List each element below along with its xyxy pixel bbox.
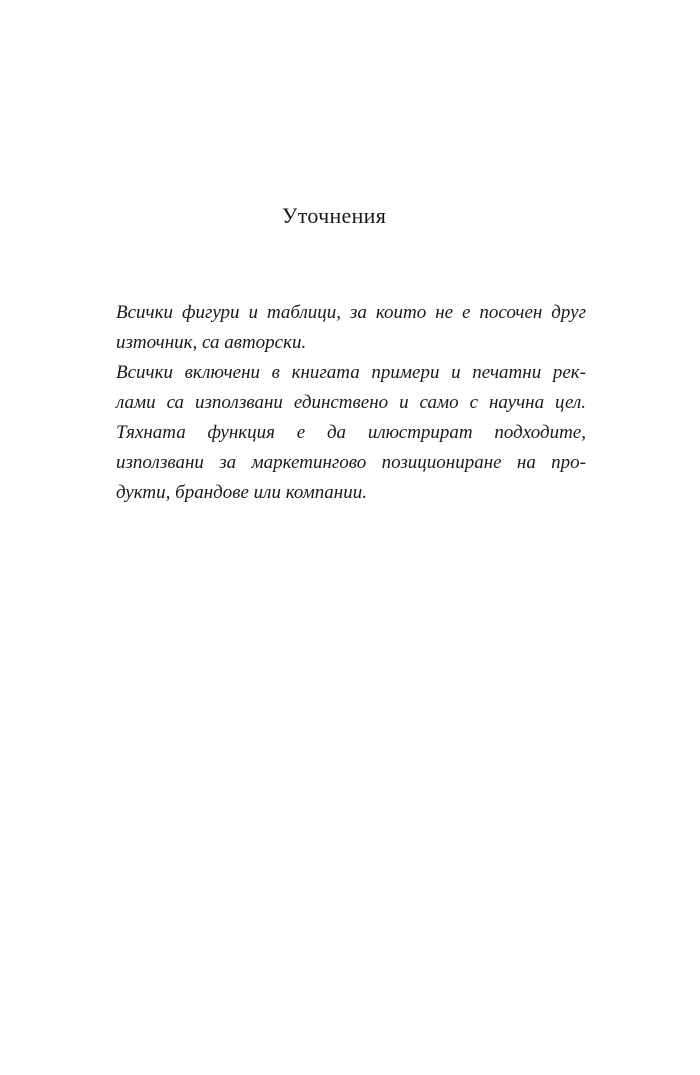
page-heading: Уточнения <box>281 203 387 228</box>
text-line: дукти, брандове или компании. <box>116 482 367 503</box>
text-line: лами са използвани единствено и само с научна цел. <box>116 392 586 413</box>
text-line: Всички включени в книгата примери и печатни рек- <box>116 362 586 383</box>
text-line: използвани за маркетингово позициониране на про- <box>116 452 586 473</box>
text-line: Тяхната функция е да илюстрират подходите, <box>116 422 586 443</box>
paragraph-examples-note <box>116 358 586 508</box>
text-line: Всички фигури и таблици, за които не е посочен друг <box>116 302 586 323</box>
text-line: източник, са авторски. <box>116 332 307 353</box>
paragraph-figures-note <box>116 298 586 358</box>
